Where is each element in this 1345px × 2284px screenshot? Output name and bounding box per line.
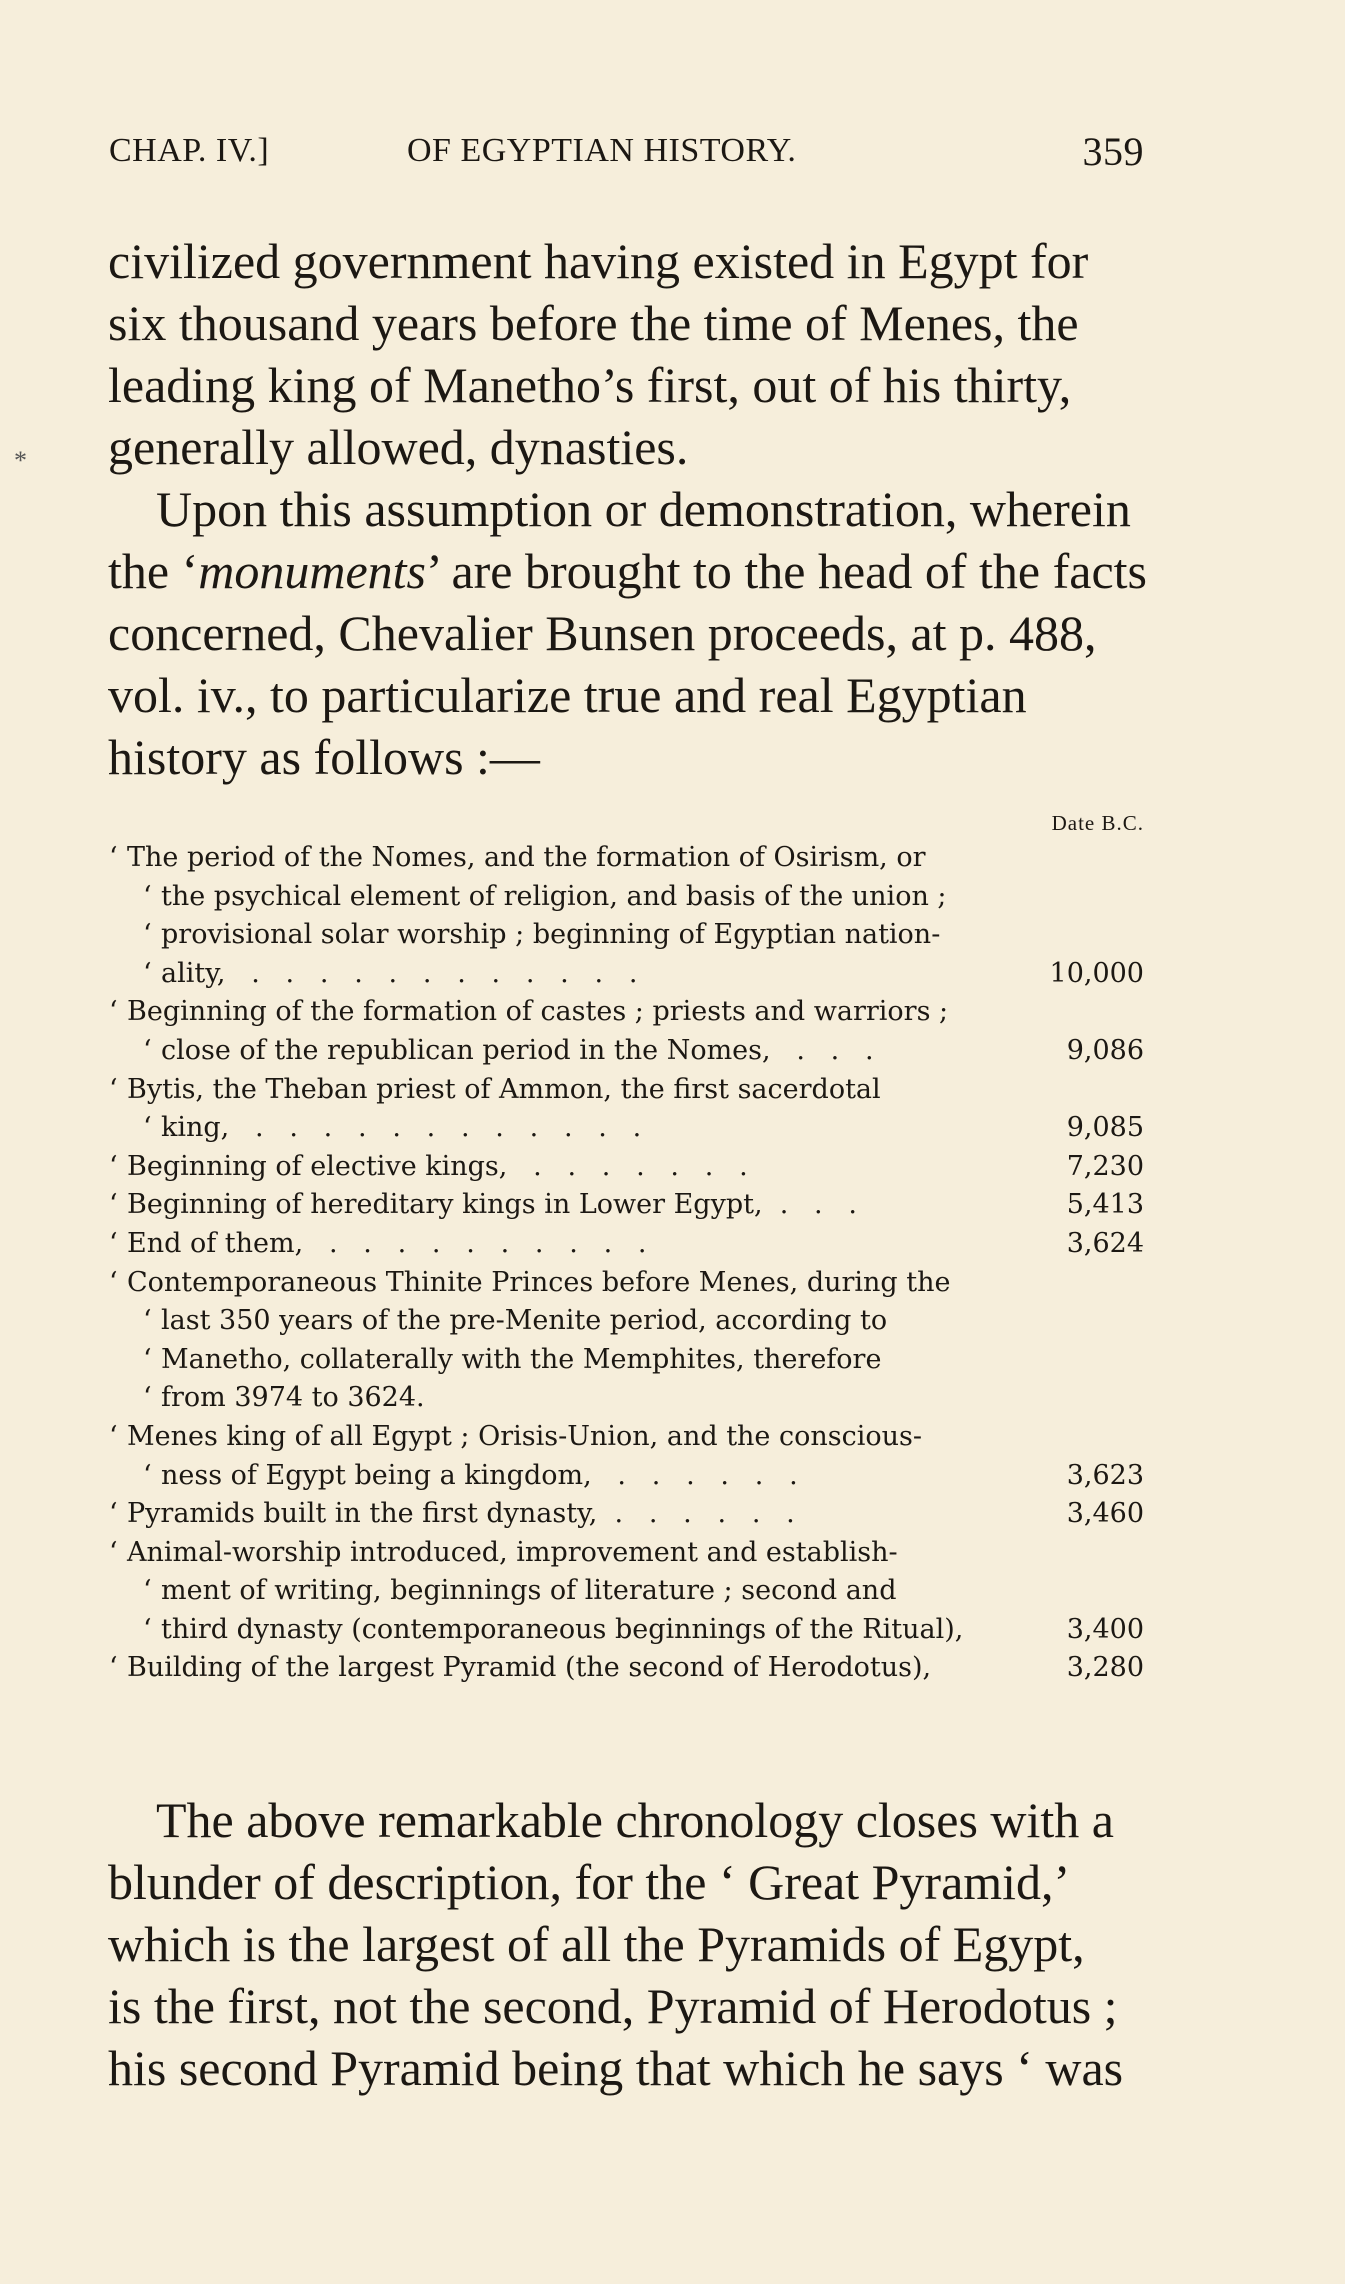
table-row [109, 916, 1144, 955]
row-entry: Bytis, the Theban priest of Ammon, the first sacerdotal [127, 1073, 881, 1105]
open-quote-mark: ‘ [143, 957, 152, 989]
row-entry: End of them, . . . . . . . . . . [127, 1227, 647, 1259]
date-value: 10,000 [1049, 957, 1144, 989]
row-text [109, 839, 926, 878]
row-entry: last 350 years of the pre-Menite period, according to [161, 1305, 888, 1337]
table-row [109, 1379, 1144, 1418]
text-line: Upon this assumption or demonstration, wherein [156, 481, 1131, 537]
text-line: The above remarkable chronology closes with a [156, 1792, 1114, 1848]
date-value: 9,085 [1066, 1112, 1144, 1144]
table-row [109, 1495, 1144, 1534]
table-row [109, 1302, 1144, 1341]
open-quote-mark: ‘ [109, 1420, 118, 1452]
row-entry: Beginning of the formation of castes ; priests and warriors ; [127, 996, 949, 1028]
open-quote-mark: ‘ [143, 1305, 152, 1337]
row-entry: the psychical element of religion, and basis of the union ; [161, 880, 947, 912]
table-row [109, 1611, 1144, 1650]
text-line: his second Pyramid being that which he says ‘ was [108, 2040, 1124, 2096]
row-text [109, 1534, 898, 1573]
row-text [109, 1341, 881, 1380]
date-value: 3,624 [1066, 1227, 1144, 1259]
open-quote-mark: ‘ [109, 1652, 118, 1684]
text-line: history as follows :— [108, 729, 540, 785]
table-row [109, 1109, 1144, 1148]
row-entry: ality, . . . . . . . . . . . . [161, 957, 638, 989]
row-entry: Building of the largest Pyramid (the second of Herodotus), [127, 1652, 932, 1684]
row-text [109, 1649, 931, 1688]
date-column-header: Date B.C. [1051, 811, 1144, 835]
open-quote-mark: ‘ [143, 1343, 152, 1375]
text-line: is the first, not the second, Pyramid of Herodotus ; [108, 1978, 1118, 2034]
table-row [109, 1264, 1144, 1303]
row-text [109, 1109, 641, 1148]
row-text [109, 1379, 425, 1418]
open-quote-mark: ‘ [143, 1034, 152, 1066]
text-line: generally allowed, dynasties. [108, 419, 689, 475]
row-text [109, 916, 940, 955]
row-text [109, 1186, 857, 1225]
open-quote-mark: ‘ [143, 1575, 152, 1607]
table-row [109, 993, 1144, 1032]
row-text [109, 1302, 887, 1341]
table-row [109, 1341, 1144, 1380]
paragraph-2 [108, 1789, 1145, 2099]
open-quote-mark: ‘ [143, 919, 152, 951]
open-quote-mark: ‘ [143, 1459, 152, 1491]
text-line: vol. iv., to particularize true and real Egyptian [108, 667, 1027, 723]
chronology-rows [109, 839, 1144, 1688]
open-quote-mark: ‘ [109, 1266, 118, 1298]
table-row [109, 1649, 1144, 1688]
open-quote-mark: ‘ [109, 1189, 118, 1221]
text-line: six thousand years before the time of Menes, the [108, 295, 1079, 351]
table-row [109, 1418, 1144, 1457]
open-quote-mark: ‘ [109, 1498, 118, 1530]
row-text [109, 1572, 896, 1611]
row-text [109, 1264, 951, 1303]
row-text [109, 1418, 922, 1457]
row-entry: Menes king of all Egypt ; Orisis-Union, and the conscious- [127, 1420, 922, 1452]
table-row [109, 1457, 1144, 1496]
table-row [109, 1572, 1144, 1611]
row-entry: third dynasty (contemporaneous beginnings of the Ritual), [161, 1613, 964, 1645]
open-quote-mark: ‘ [109, 1227, 118, 1259]
chronology-table [109, 811, 1144, 1688]
open-quote-mark: ‘ [109, 1073, 118, 1105]
date-value: 7,230 [1066, 1150, 1144, 1182]
running-header [109, 129, 1144, 182]
open-quote-mark: ‘ [143, 1112, 152, 1144]
row-text [109, 1148, 748, 1187]
open-quote-mark: ‘ [143, 1613, 152, 1645]
row-entry: provisional solar worship ; beginning of Egyptian nation- [161, 919, 941, 951]
row-text [109, 1611, 963, 1650]
open-quote-mark: ‘ [109, 1150, 118, 1182]
table-row [109, 1534, 1144, 1573]
text-line: the ‘ monuments ’ are brought to the head of the facts [108, 543, 1147, 599]
table-row [109, 1071, 1144, 1110]
text-line: which is the largest of all the Pyramids of Egypt, [108, 1916, 1085, 1972]
row-text [109, 955, 637, 994]
date-value: 3,400 [1066, 1613, 1144, 1645]
table-row [109, 839, 1144, 878]
table-row [109, 1186, 1144, 1225]
open-quote-mark: ‘ [143, 880, 152, 912]
date-value: 9,086 [1066, 1034, 1144, 1066]
row-entry: ment of writing, beginnings of literature ; second and [161, 1575, 897, 1607]
row-text [109, 1032, 874, 1071]
text-line: civilized government having existed in Egypt for [108, 233, 1089, 289]
row-entry: close of the republican period in the Nomes, . . . [161, 1034, 874, 1066]
date-value: 5,413 [1066, 1189, 1144, 1221]
table-row [109, 878, 1144, 917]
open-quote-mark: ‘ [143, 1382, 152, 1414]
row-entry: ness of Egypt being a kingdom, . . . . . . [161, 1459, 798, 1491]
row-text [109, 1225, 647, 1264]
open-quote-mark: ‘ [109, 996, 118, 1028]
row-entry: Beginning of elective kings, . . . . . . . [127, 1150, 748, 1182]
row-text [109, 878, 947, 917]
row-entry: from 3974 to 3624. [161, 1382, 425, 1414]
running-title: OF EGYPTIAN HISTORY. [407, 132, 797, 169]
text-line: concerned, Chevalier Bunsen proceeds, at p. 488, [108, 605, 1097, 661]
chapter-label: CHAP. IV.] [109, 132, 270, 169]
row-entry: Manetho, collaterally with the Memphites, therefore [161, 1343, 882, 1375]
margin-mark: * [14, 446, 27, 475]
row-text [109, 1071, 881, 1110]
row-entry: Pyramids built in the first dynasty, . . . . . . [127, 1498, 795, 1530]
row-entry: king, . . . . . . . . . . . . [161, 1112, 642, 1144]
table-row [109, 1032, 1144, 1071]
open-quote-mark: ‘ [109, 1536, 118, 1568]
row-text [109, 1457, 798, 1496]
table-row [109, 955, 1144, 994]
row-text [109, 1495, 795, 1534]
text-line: blunder of description, for the ‘ Great Pyramid,’ [108, 1854, 1071, 1910]
row-entry: Beginning of hereditary kings in Lower Egypt, . . . [127, 1189, 857, 1221]
row-text [109, 993, 948, 1032]
date-value: 3,460 [1066, 1498, 1144, 1530]
table-row [109, 1225, 1144, 1264]
open-quote-mark: ‘ [109, 842, 118, 873]
row-entry: Animal-worship introduced, improvement and establish- [127, 1536, 898, 1568]
row-entry: Contemporaneous Thinite Princes before Menes, during the [127, 1266, 951, 1298]
table-row [109, 1148, 1144, 1187]
row-entry: The period of the Nomes, and the formation of Osirism, or [127, 842, 926, 873]
date-value: 3,623 [1066, 1459, 1144, 1491]
date-value: 3,280 [1066, 1652, 1144, 1684]
page-number: 359 [1082, 129, 1144, 174]
text-line: leading king of Manetho’s first, out of his thirty, [108, 357, 1072, 413]
paragraph-1 [108, 230, 1145, 788]
